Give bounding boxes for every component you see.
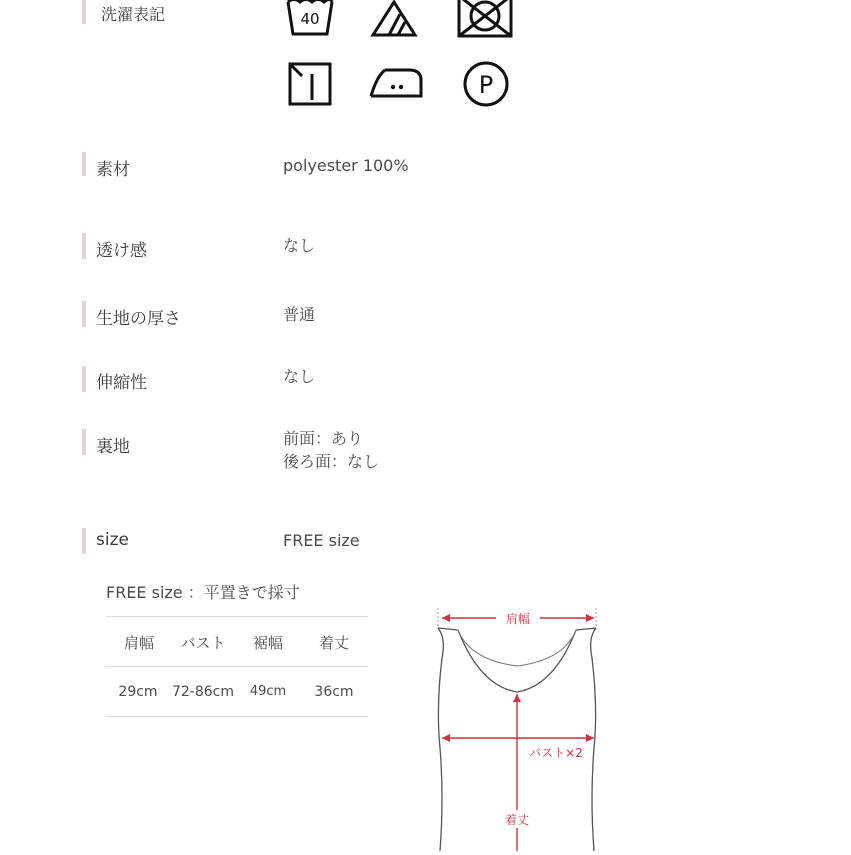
spec-value-stretch: なし: [283, 367, 316, 386]
no-tumble-dry-icon: [456, 0, 514, 40]
spec-label-stretch: 伸縮性: [96, 373, 147, 393]
section-marker: [82, 301, 86, 327]
length-label: 着丈: [504, 813, 530, 827]
spec-value-lining-front: 前面：あり: [283, 429, 364, 448]
spec-value-sheerness: なし: [283, 236, 316, 255]
dry-clean-p-icon: [462, 60, 510, 108]
section-marker: [82, 366, 86, 392]
shoulder-label: 肩幅: [505, 612, 531, 626]
spec-label-sheerness: 透け感: [96, 241, 147, 261]
wash-temperature: 40: [300, 10, 320, 28]
dry-clean-letter: P: [478, 71, 494, 99]
spec-label-lining: 裏地: [96, 437, 130, 457]
spec-label-size: size: [96, 530, 129, 550]
care-label-heading: 洗濯表記: [101, 5, 166, 24]
spec-value-lining-back: 後ろ面：なし: [283, 452, 380, 471]
table-cell-bust: 72-86cm: [171, 684, 234, 700]
spec-value-thickness: 普通: [283, 305, 316, 324]
size-table-title: FREE size ：平置きで採寸: [106, 583, 300, 602]
table-header-shoulder: 肩幅: [123, 634, 154, 652]
iron-low-icon: [369, 64, 423, 100]
spec-label-thickness: 生地の厚さ: [96, 309, 181, 329]
tank-top-diagram: [420, 598, 620, 851]
table-cell-hem: 49cm: [249, 684, 287, 699]
table-divider: [106, 716, 368, 717]
line-dry-shade-icon: [288, 62, 332, 106]
table-header-length: 着丈: [318, 634, 349, 652]
table-divider: [106, 666, 368, 667]
spec-value-size: FREE size: [283, 531, 360, 550]
spec-label-material: 素材: [96, 160, 130, 180]
section-marker: [82, 0, 86, 24]
garment-measurement-diagram: [420, 598, 620, 855]
bust-label: バスト×2: [529, 746, 583, 760]
section-marker: [82, 429, 86, 455]
table-cell-length: 36cm: [314, 684, 354, 700]
table-divider: [106, 616, 368, 617]
table-cell-shoulder: 29cm: [118, 684, 158, 700]
spec-value-material: polyester 100%: [283, 156, 409, 175]
table-header-hem: 裾幅: [252, 634, 283, 652]
section-marker: [82, 528, 86, 554]
section-marker: [82, 152, 86, 176]
table-header-bust: バスト: [180, 634, 226, 652]
wash-40-tub-icon: [285, 0, 335, 38]
section-marker: [82, 233, 86, 259]
bleach-non-chlorine-icon: [370, 0, 418, 38]
